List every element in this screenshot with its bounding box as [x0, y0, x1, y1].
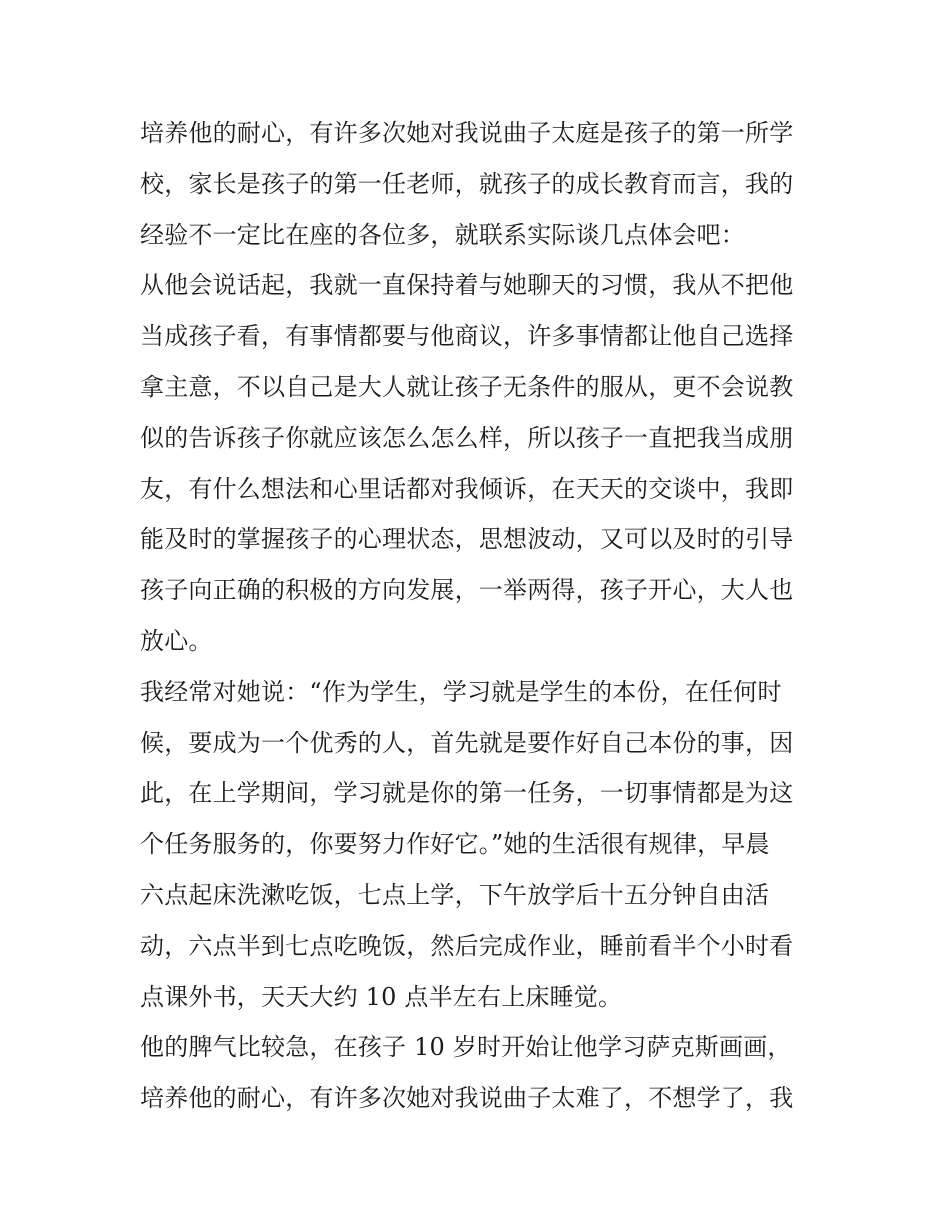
text-line: 我经常对她说：“作为学生，学习就是学生的本份，在任何时	[140, 677, 782, 706]
text-line: 孩子向正确的积极的方向发展，一举两得，孩子开心，大人也	[140, 576, 794, 605]
text-line: 他的脾气比较急，在孩子 10 岁时开始让他学习萨克斯画画，	[140, 1033, 792, 1062]
text-line: 友，有什么想法和心里话都对我倾诉，在天天的交谈中，我即	[140, 474, 794, 503]
text-line: 此，在上学期间，学习就是你的第一任务，一切事情都是为这	[140, 779, 794, 808]
text-line: 经验不一定比在座的各位多，就联系实际谈几点体会吧：	[140, 220, 745, 249]
text-line: 拿主意，不以自己是大人就让孩子无条件的服从，更不会说教	[140, 372, 794, 401]
text-line: 放心。	[140, 626, 213, 655]
text-line: 培养他的耐心，有许多次她对我说曲子太庭是孩子的第一所学	[140, 119, 794, 147]
body-text	[140, 108, 820, 1124]
text-line: 校，家长是孩子的第一任老师，就孩子的成长教育而言，我的	[140, 169, 794, 198]
text-line: 似的告诉孩子你就应该怎么怎么样，所以孩子一直把我当成朋	[140, 423, 794, 452]
text-line: 六点起床洗漱吃饭，七点上学，下午放学后十五分钟自由活	[140, 880, 770, 909]
text-line: 候，要成为一个优秀的人，首先就是要作好自己本份的事，因	[140, 728, 794, 757]
text-line: 动，六点半到七点吃晚饭，然后完成作业，睡前看半个小时看	[140, 931, 794, 960]
text-line: 培养他的耐心，有许多次她对我说曲子太难了，不想学了，我	[140, 1084, 794, 1113]
text-line: 从他会说话起，我就一直保持着与她聊天的习惯，我从不把他	[140, 271, 794, 300]
text-line: 点课外书，天天大约 10 点半左右上床睡觉。	[140, 982, 623, 1011]
text-line: 能及时的掌握孩子的心理状态，思想波动，又可以及时的引导	[140, 525, 794, 554]
text-line: 个任务服务的，你要努力作好它。”她的生活很有规律，早晨	[140, 830, 770, 859]
text-line: 当成孩子看，有事情都要与他商议，许多事情都让他自己选择	[140, 322, 794, 351]
